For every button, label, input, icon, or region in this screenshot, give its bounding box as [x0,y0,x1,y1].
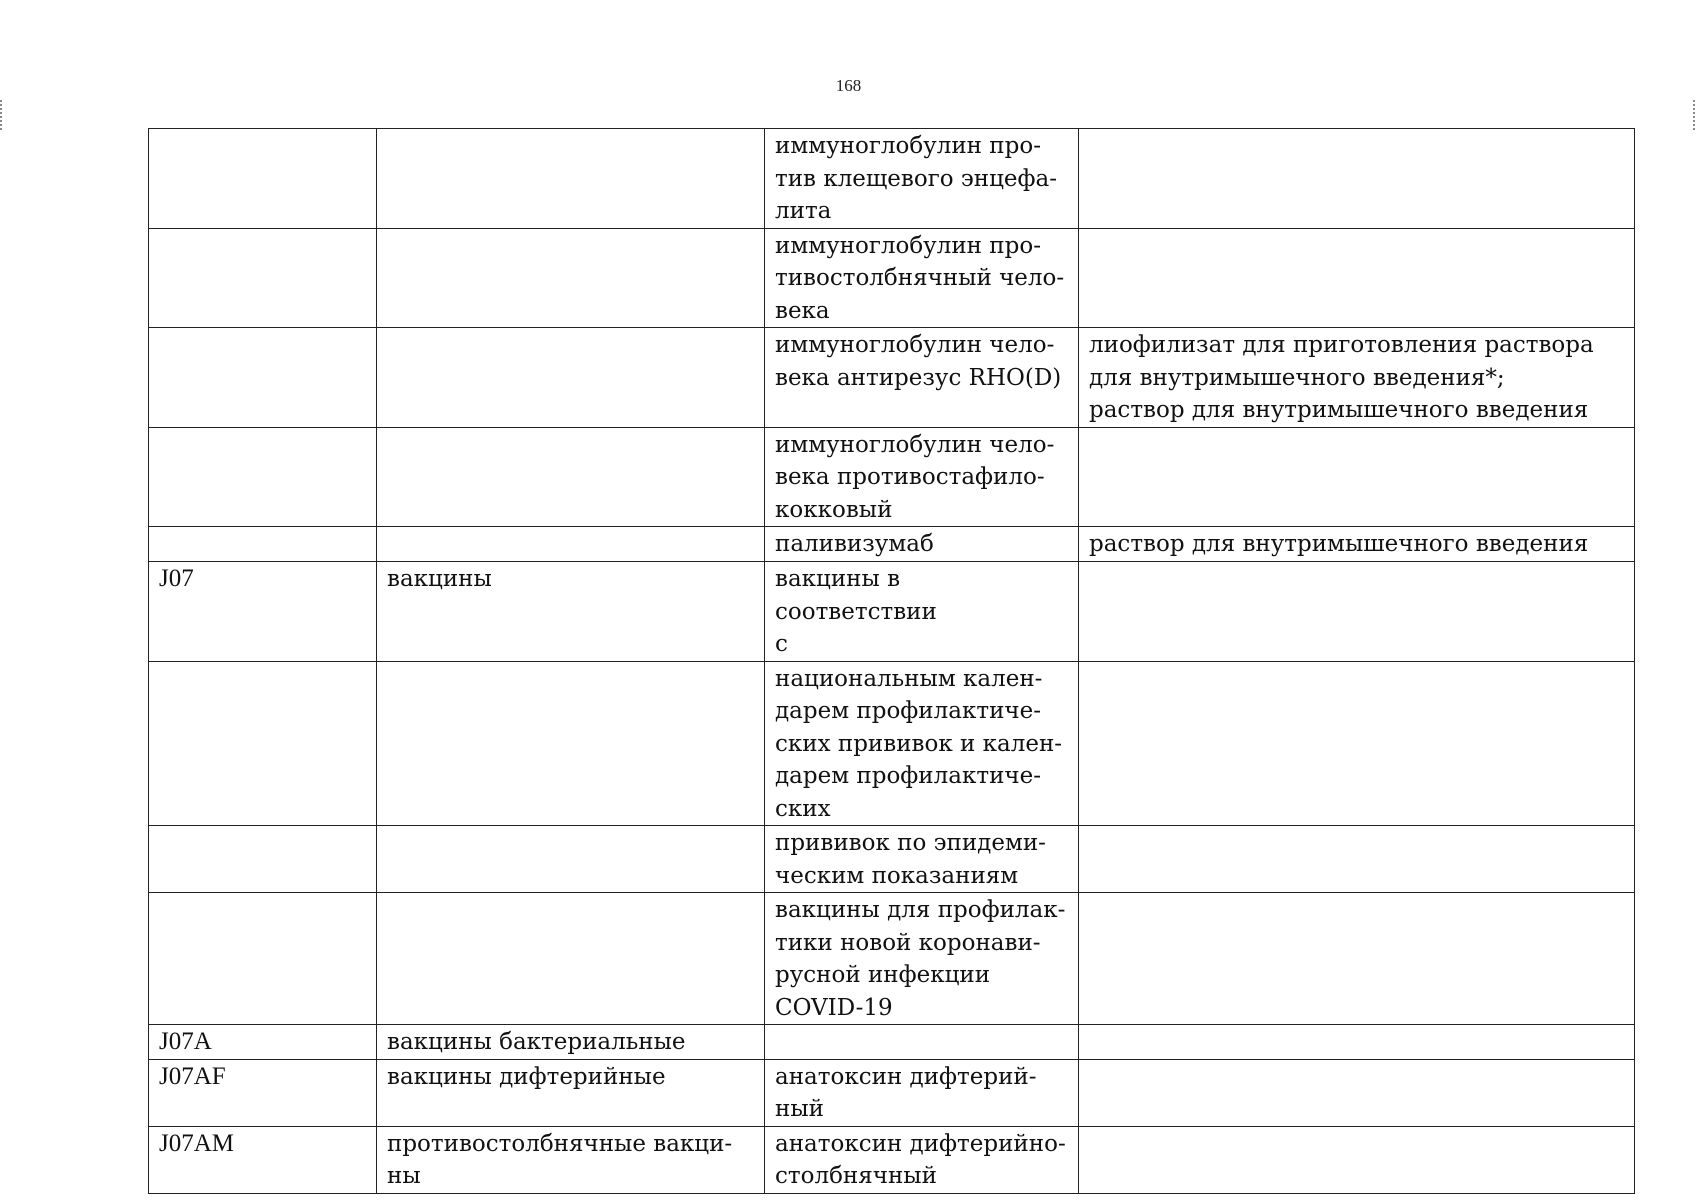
drug-name-cell [765,328,1079,428]
atc-group-cell [377,228,765,328]
drug-name: иммуноглобулин чело- века противостафило- кокковый [775,431,1055,523]
dosage-form: раствор для внутримышечного введения [1089,531,1589,557]
page-number: 168 [835,76,862,95]
table-row [149,328,1635,428]
dosage-form-cell [1079,129,1635,229]
table-row [149,527,1635,562]
atc-group-cell [377,328,765,428]
atc-code-cell [149,1126,377,1193]
atc-code-cell [149,129,377,229]
atc-group-cell [377,893,765,1025]
dosage-form-cell [1079,1025,1635,1060]
dosage-form-cell [1079,1059,1635,1126]
table-row [149,1025,1635,1060]
left-edge-mark [0,100,4,130]
atc-group-cell [377,1025,765,1060]
drug-name: национальным кален- дарем профилактиче- ских прививок и кален- дарем профилактиче- ских [775,665,1063,822]
drug-name: иммуноглобулин чело- века антирезус RHO(D) [775,332,1062,391]
drug-name: паливизумаб [775,531,934,557]
dosage-form-cell [1079,328,1635,428]
atc-group-cell [377,129,765,229]
atc-group-cell [377,1126,765,1193]
atc-group-cell [377,1059,765,1126]
drug-name-cell [765,893,1079,1025]
dosage-form-cell [1079,1126,1635,1193]
atc-code-cell [149,228,377,328]
drug-name-cell [765,1126,1079,1193]
atc-group: вакцины бактериальные [387,1029,686,1055]
atc-group-cell [377,661,765,826]
dosage-form-cell [1079,826,1635,893]
atc-group-cell [377,826,765,893]
atc-code-cell [149,328,377,428]
table-row [149,562,1635,662]
dosage-form-cell [1079,562,1635,662]
drug-name: вакцины для профилак- тики новой коронави- русной инфекции COVID-19 [775,897,1066,1021]
dosage-form-cell [1079,527,1635,562]
table-row [149,228,1635,328]
drug-name-cell [765,562,1079,662]
drug-name-cell [765,826,1079,893]
drug-name: анатоксин дифтерийно- столбнячный [775,1130,1066,1189]
drug-name-cell [765,661,1079,826]
drug-name-cell [765,129,1079,229]
table-row [149,661,1635,826]
drug-name-cell [765,1059,1079,1126]
atc-code-cell [149,661,377,826]
drug-name: анатоксин дифтерий- ный [775,1063,1037,1122]
atc-code-cell [149,893,377,1025]
atc-code-cell [149,527,377,562]
table-row [149,826,1635,893]
right-edge-mark [1693,100,1697,130]
medication-table [148,128,1635,1194]
atc-code-cell [149,562,377,662]
atc-code-cell [149,1059,377,1126]
drug-name-cell [765,527,1079,562]
table-row [149,1126,1635,1193]
table-row [149,893,1635,1025]
atc-group-cell [377,527,765,562]
drug-name-cell [765,427,1079,527]
dosage-form-cell [1079,228,1635,328]
table-row [149,129,1635,229]
atc-group: вакцины [387,566,492,592]
atc-group: вакцины дифтерийные [387,1063,666,1090]
dosage-form-cell [1079,427,1635,527]
atc-code: J07A [159,1028,212,1055]
atc-code: J07AM [159,1129,235,1157]
drug-name: иммуноглобулин про- тивостолбнячный чело- века [775,232,1065,324]
dosage-form: лиофилизат для приготовления раствора для внутримышечного введения*; раствор для внутримышечного введения [1089,332,1594,423]
drug-name: прививок по эпидеми- ческим показаниям [775,830,1046,889]
atc-code-cell [149,826,377,893]
dosage-form-cell [1079,661,1635,826]
atc-code-cell [149,427,377,527]
atc-code-cell [149,1025,377,1060]
drug-name: вакцины в соответствии с [775,566,937,657]
atc-code: J07AF [159,1062,226,1090]
table-row [149,1059,1635,1126]
dosage-form-cell [1079,893,1635,1025]
table-row [149,427,1635,527]
atc-group-cell [377,427,765,527]
atc-group: противостолбнячные вакци- ны [387,1130,733,1189]
drug-name-cell [765,1025,1079,1060]
drug-name-cell [765,228,1079,328]
atc-group-cell [377,562,765,662]
drug-name: иммуноглобулин про- тив клещевого энцефа- лита [775,133,1058,224]
atc-code: J07 [159,565,194,592]
